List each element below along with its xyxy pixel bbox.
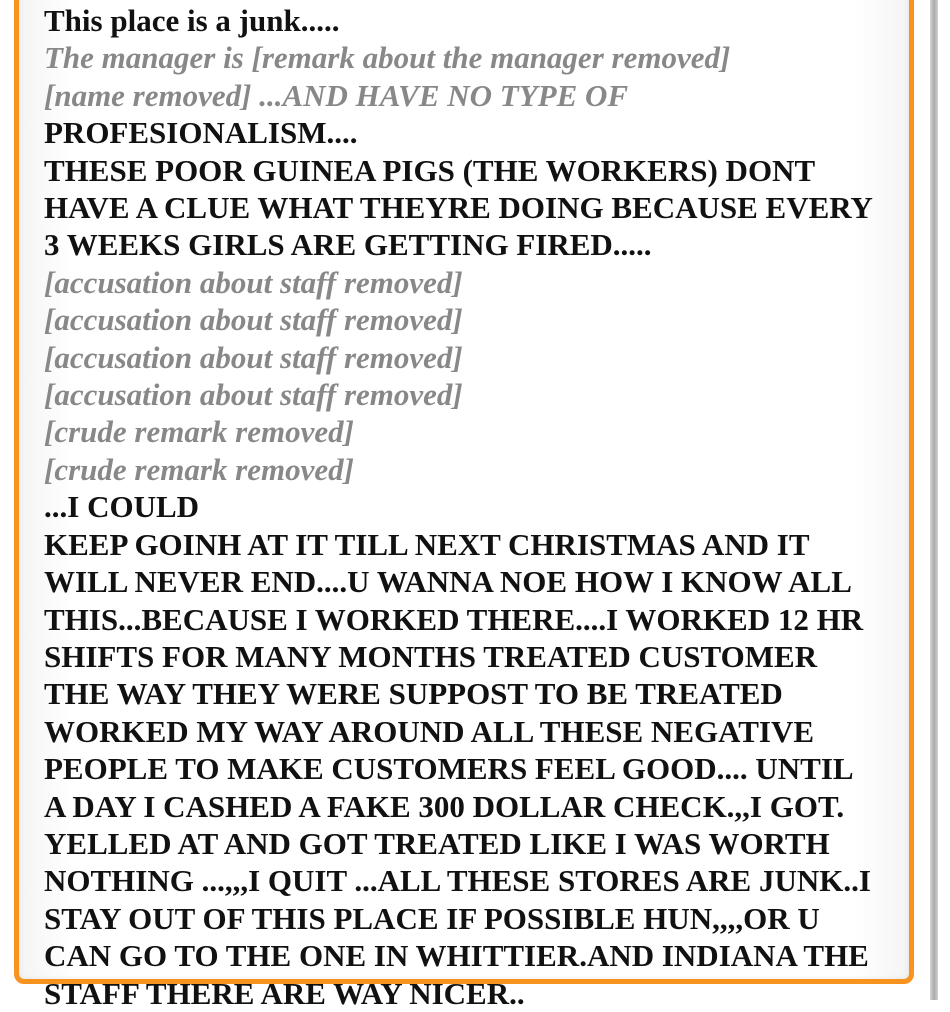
review-line: KEEP GOINH AT IT TILL NEXT CHRISTMAS AND IT [44,526,810,562]
review-line: THIS...BECAUSE I WORKED THERE....I WORKED 12 HR [44,601,864,637]
review-line: ...I COULD [44,489,200,525]
review-line: STAFF THERE ARE WAY NICER.. [44,975,525,1011]
review-line: WORKED MY WAY AROUND ALL THESE NEGATIVE [44,713,815,749]
review-line: THE WAY THEY WERE SUPPOST TO BE TREATED [44,676,783,712]
review-line-redacted: The manager is [remark about the manager removed] [44,40,731,76]
review-line-redacted: [accusation about staff removed] [44,339,463,375]
review-line: THESE POOR GUINEA PIGS (THE WORKERS) DONT [44,152,816,188]
review-line: HAVE A CLUE WHAT THEYRE DOING BECAUSE EVERY [44,190,873,226]
review-line-redacted: [accusation about staff removed] [44,377,463,413]
review-line: CAN GO TO THE ONE IN WHITTIER.AND INDIANA THE [44,938,869,974]
review-line-redacted: [crude remark removed] [44,451,354,487]
review-line-redacted: [accusation about staff removed] [44,264,463,300]
review-line: YELLED AT AND GOT TREATED LIKE I WAS WORTH [44,825,830,861]
review-line: 3 WEEKS GIRLS ARE GETTING FIRED..... [44,227,652,263]
review-line: SHIFTS FOR MANY MONTHS TREATED CUSTOMER [44,638,818,674]
review-line: NOTHING ...,,,I QUIT ...ALL THESE STORES ARE JUNK..I [44,863,871,899]
review-line: PEOPLE TO MAKE CUSTOMERS FEEL GOOD.... UNTIL [44,751,854,787]
review-line-redacted: [accusation about staff removed] [44,302,463,338]
review-line-redacted: [name removed] ...AND HAVE NO TYPE OF [44,77,629,113]
review-line: WILL NEVER END....U WANNA NOE HOW I KNOW ALL [44,564,852,600]
review-line: A DAY I CASHED A FAKE 300 DOLLAR CHECK.,,I GOT. [44,788,845,824]
review-line: This place is a junk..... [44,3,340,38]
review-line-redacted: [crude remark removed] [44,414,354,450]
side-scroll-strip [930,0,938,1000]
review-text [44,2,904,1012]
review-line: PROFESIONALISM.... [44,115,358,151]
review-line: STAY OUT OF THIS PLACE IF POSSIBLE HUN,,,,OR U [44,900,820,936]
